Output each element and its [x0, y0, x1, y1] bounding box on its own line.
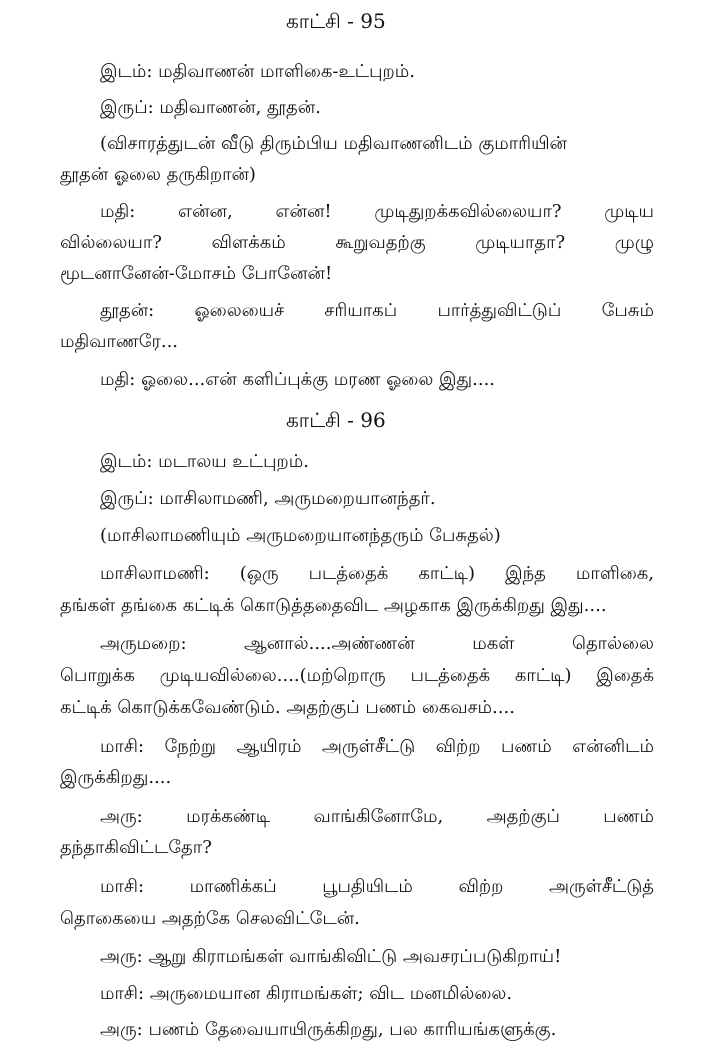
dialogue-line: மதிவாணரே...	[60, 331, 179, 352]
dialogue-line: வில்லையா? விளக்கம் கூறுவதற்கு முடியாதா? முழு	[60, 232, 654, 253]
dialogue-line: அருமறை: ஆனால்....அண்ணன் மகள் தொல்லை	[100, 633, 654, 654]
scene-place: இடம்: மதிவாணன் மாளிகை-உட்புறம்.	[100, 61, 415, 82]
dialogue-line: அரு: மரக்கண்டி வாங்கினோமே, அதற்குப் பணம்	[100, 806, 654, 827]
dialogue-line: கட்டிக் கொடுக்கவேண்டும். அதற்குப் பணம் கைவசம்....	[60, 697, 515, 718]
stage-direction-line: (விசாரத்துடன் வீடு திரும்பிய மதிவாணனிடம் குமாரியின்	[100, 133, 568, 154]
dialogue-line: மாசி: மாணிக்கப் பூபதியிடம் விற்ற அருள்சீட்டுத்	[100, 876, 654, 897]
dialogue-line: மூடனானேன்-மோசம் போனேன்!	[60, 263, 333, 284]
dialogue-line: அரு: ஆறு கிராமங்கள் வாங்கிவிட்டு அவசரப்படுகிறாய்!	[100, 946, 562, 967]
scene-present: இருப்: மதிவாணன், தூதன்.	[100, 97, 321, 118]
scene-present: இருப்: மாசிலாமணி, அருமறையானந்தர்.	[100, 488, 436, 509]
dialogue-line: பொறுக்க முடியவில்லை....(மற்றொரு படத்தைக் காட்டி) இதைக்	[60, 665, 654, 686]
dialogue-line: அரு: பணம் தேவையாயிருக்கிறது, பல காரியங்களுக்கு.	[100, 1019, 557, 1040]
scene-heading: காட்சி - 95	[286, 9, 386, 33]
dialogue-line: மாசி: நேற்று ஆயிரம் அருள்சீட்டு விற்ற பணம் என்னிடம்	[100, 736, 654, 757]
stage-direction-line: (மாசிலாமணியும் அருமறையானந்தரும் பேசுதல்)	[100, 525, 501, 546]
dialogue-line: தந்தாகிவிட்டதோ?	[60, 837, 212, 858]
dialogue-line: இருக்கிறது....	[60, 767, 172, 788]
dialogue-line: தங்கள் தங்கை கட்டிக் கொடுத்ததைவிட அழகாக இருக்கிறது இது....	[60, 595, 607, 616]
dialogue-line: தூதன்: ஓலையைச் சரியாகப் பார்த்துவிட்டுப் பேசும்	[100, 300, 654, 321]
dialogue-line: தொகையை அதற்கே செலவிட்டேன்.	[60, 908, 360, 929]
scene-place: இடம்: மடாலய உட்புறம்.	[100, 451, 309, 472]
stage-direction-line: தூதன் ஓலை தருகிறான்)	[60, 164, 256, 185]
dialogue-line: மதி: ஓலை...என் களிப்புக்கு மரண ஓலை இது....	[100, 369, 496, 390]
dialogue-line: மாசிலாமணி: (ஒரு படத்தைக் காட்டி) இந்த மாளிகை,	[100, 563, 654, 584]
dialogue-line: மதி: என்ன, என்ன! முடிதுறக்கவில்லையா? முடிய	[100, 201, 654, 222]
scene-heading: காட்சி - 96	[286, 408, 386, 432]
dialogue-line: மாசி: அருமையான கிராமங்கள்; விட மனமில்லை.	[100, 983, 513, 1004]
